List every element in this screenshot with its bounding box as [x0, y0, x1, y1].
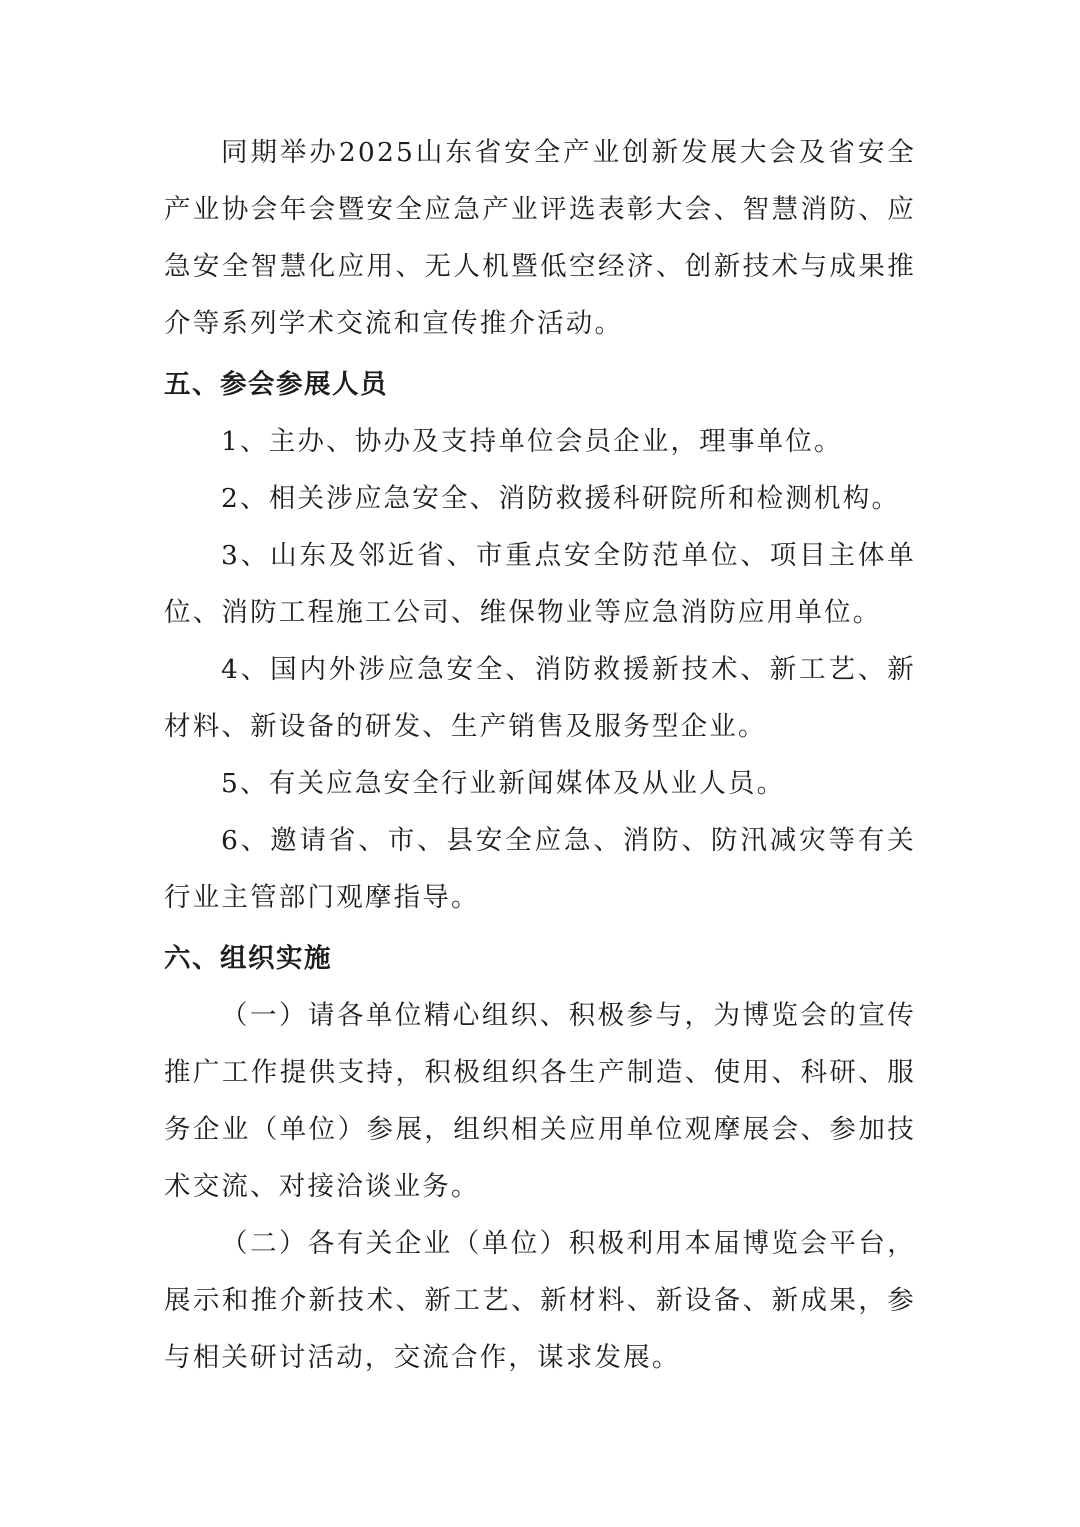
attendee-item-3: 3、山东及邻近省、市重点安全防范单位、项目主体单位、消防工程施工公司、维保物业等应急消防应用单位。 — [164, 540, 916, 628]
section-heading-attendees: 五、参会参展人员 — [164, 369, 388, 400]
attendee-item-4: 4、国内外涉应急安全、消防救援新技术、新工艺、新材料、新设备的研发、生产销售及服务型企业。 — [164, 654, 916, 742]
attendee-item-6: 6、邀请省、市、县安全应急、消防、防汛减灾等有关行业主管部门观摩指导。 — [164, 825, 916, 913]
intro-paragraph: 同期举办2025山东省安全产业创新发展大会及省安全产业协会年会暨安全应急产业评选表彰大会、智慧消防、应急安全智慧化应用、无人机暨低空经济、创新技术与成果推介等系列学术交流和宣传推介活动。 — [164, 137, 916, 339]
attendee-item-1: 1、主办、协办及支持单位会员企业，理事单位。 — [221, 426, 843, 457]
implementation-item-2: （二）各有关企业（单位）积极利用本届博览会平台，展示和推介新技术、新工艺、新材料、新设备、新成果，参与相关研讨活动，交流合作，谋求发展。 — [164, 1228, 916, 1373]
implementation-item-1: （一）请各单位精心组织、积极参与，为博览会的宣传推广工作提供支持，积极组织各生产制造、使用、科研、服务企业（单位）参展，组织相关应用单位观摩展会、参加技术交流、对接洽谈业务。 — [164, 1000, 916, 1202]
document-body — [164, 124, 916, 1386]
attendee-item-5: 5、有关应急安全行业新闻媒体及从业人员。 — [221, 768, 786, 799]
section-heading-implementation: 六、组织实施 — [164, 943, 332, 974]
attendee-item-2: 2、相关涉应急安全、消防救援科研院所和检测机构。 — [221, 483, 901, 514]
